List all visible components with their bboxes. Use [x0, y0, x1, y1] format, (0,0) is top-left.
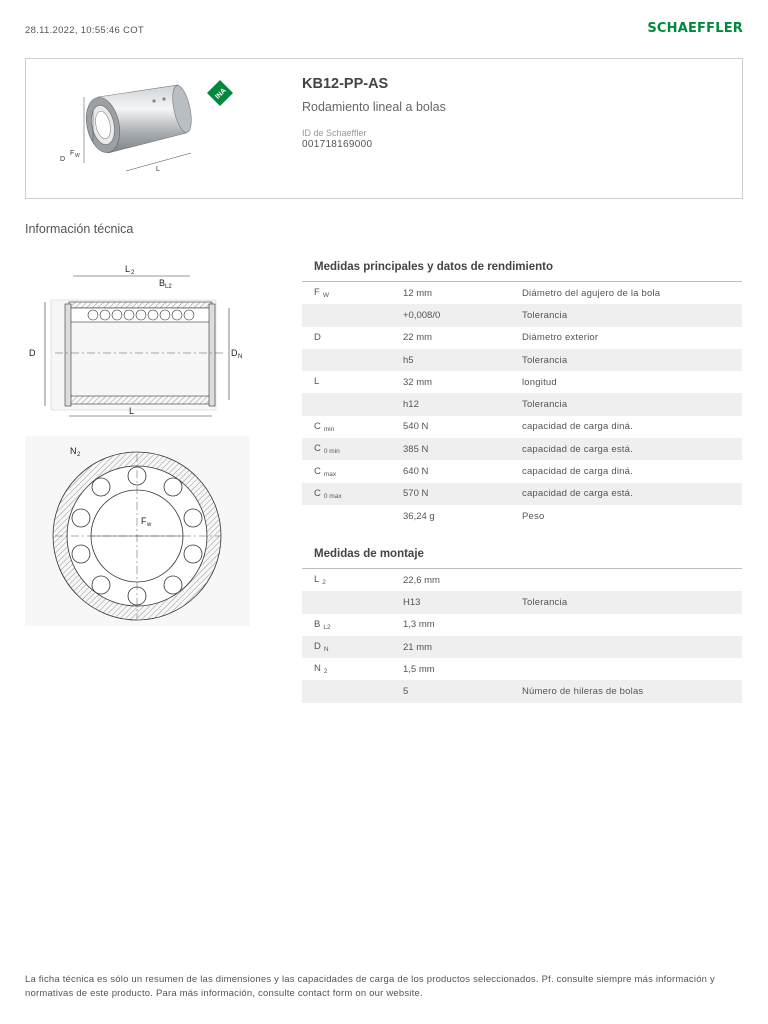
image-label-d: D: [60, 156, 66, 163]
description-cell: longitud: [522, 376, 557, 388]
symbol-cell: [302, 332, 391, 344]
symbol-cell: [302, 510, 391, 522]
product-title: KB12-PP-AS: [302, 76, 389, 92]
symbol-cell: [302, 421, 391, 433]
technical-info-heading: Información técnica: [25, 222, 134, 236]
mounting-dimensions-table: [302, 542, 742, 703]
value-cell: 22 mm: [403, 332, 433, 344]
description-cell: capacidad de carga está.: [522, 443, 633, 455]
table-row: [302, 614, 742, 636]
value-cell: 36,24 g: [403, 510, 435, 522]
table-row: [302, 460, 742, 482]
symbol: D: [314, 331, 321, 343]
label-l: L: [129, 406, 135, 416]
symbol: L: [314, 574, 320, 586]
description-cell: Diámetro del agujero de la bola: [522, 287, 661, 299]
symbol-subscript: max: [323, 470, 337, 478]
description-cell: capacidad de carga diná.: [522, 421, 633, 433]
symbol-cell: [302, 287, 391, 299]
image-label-fw-sub: W: [75, 153, 80, 159]
symbol-subscript: W: [322, 292, 329, 300]
product-header-card: [25, 58, 743, 199]
table-row: [302, 349, 742, 371]
table-row: [302, 569, 742, 591]
value-cell: 385 N: [403, 443, 429, 455]
symbol-subscript: 2: [322, 579, 326, 587]
symbol-cell: [302, 354, 391, 366]
description-cell: Tolerancia: [522, 354, 568, 366]
symbol: N: [314, 663, 321, 675]
table-row: [302, 636, 742, 658]
table-row: [302, 304, 742, 326]
symbol: C: [314, 465, 321, 477]
value-cell: 22,6 mm: [403, 574, 440, 586]
value-cell: 5: [403, 686, 409, 698]
table-row: [302, 591, 742, 613]
symbol-cell: [302, 596, 391, 608]
symbol: B: [314, 618, 321, 630]
symbol: C: [314, 420, 321, 432]
symbol-cell: [302, 641, 391, 653]
label-d: D: [29, 348, 36, 358]
description-cell: Peso: [522, 510, 545, 522]
main-dimensions-title: Medidas principales y datos de rendimiento: [302, 255, 742, 282]
symbol-cell: [302, 399, 391, 411]
value-cell: H13: [403, 596, 421, 608]
table-row: [302, 393, 742, 415]
symbol-subscript: L2: [323, 623, 331, 631]
label-n2: N: [70, 446, 77, 456]
symbol: D: [314, 641, 321, 653]
table-row: [302, 680, 742, 702]
symbol-cell: [302, 309, 391, 321]
symbol-cell: [302, 619, 391, 631]
symbol-cell: [302, 488, 391, 500]
value-cell: 1,5 mm: [403, 663, 435, 675]
image-label-l: L: [156, 166, 160, 173]
value-cell: +0,008/0: [403, 309, 441, 321]
symbol-subscript: 0 max: [323, 492, 342, 500]
symbol: F: [314, 287, 320, 299]
label-bl2-sub: L2: [165, 284, 172, 290]
schaeffler-logo: SCHAEFFLER: [647, 21, 743, 36]
description-cell: capacidad de carga diná.: [522, 466, 633, 478]
description-cell: Tolerancia: [522, 399, 568, 411]
longitudinal-section-drawing: [25, 256, 250, 426]
table-row: [302, 438, 742, 460]
ina-logo: [206, 79, 234, 107]
symbol: L: [314, 376, 320, 388]
symbol-cell: [302, 574, 391, 586]
symbol: C: [314, 443, 321, 455]
description-cell: Número de hileras de bolas: [522, 686, 644, 698]
label-fw: F: [141, 516, 147, 526]
label-l2: L: [125, 264, 131, 274]
symbol-cell: [302, 443, 391, 455]
label-fw-sub: w: [147, 522, 152, 528]
label-n2-sub: 2: [77, 452, 81, 458]
table-row: [302, 416, 742, 438]
product-subtitle: Rodamiento lineal a bolas: [302, 100, 446, 114]
symbol-cell: [302, 686, 391, 698]
description-cell: capacidad de carga está.: [522, 488, 633, 500]
description-cell: Tolerancia: [522, 596, 568, 608]
description-cell: Tolerancia: [522, 309, 568, 321]
product-image: [46, 71, 196, 189]
cross-section-drawing: [25, 436, 250, 626]
value-cell: 640 N: [403, 466, 429, 478]
symbol-cell: [302, 376, 391, 388]
table-row: [302, 327, 742, 349]
symbol-subscript: N: [323, 646, 329, 654]
schaeffler-id-value: 001718169000: [302, 139, 373, 150]
symbol-subscript: min: [323, 425, 335, 433]
ina-logo-text: INA: [214, 87, 228, 101]
value-cell: h5: [403, 354, 414, 366]
timestamp: 28.11.2022, 10:55:46 COT: [25, 25, 144, 36]
symbol-cell: [302, 663, 391, 675]
image-label-fw: F: [70, 150, 75, 157]
value-cell: 32 mm: [403, 376, 433, 388]
table-row: [302, 505, 742, 527]
label-dn: D: [231, 348, 238, 358]
main-dimensions-table: [302, 255, 742, 527]
value-cell: 21 mm: [403, 641, 433, 653]
value-cell: 540 N: [403, 421, 429, 433]
label-dn-sub: N: [238, 354, 243, 360]
label-l2-sub: 2: [131, 270, 135, 276]
value-cell: 1,3 mm: [403, 619, 435, 631]
symbol-subscript: 2: [323, 668, 328, 676]
footer-disclaimer: La ficha técnica es sólo un resumen de las dimensiones y las capacidades de carga de los productos seleccionados. Pf. consulte siempre más información y normativas de este producto. Para más información, consulte contact form on our website.: [25, 974, 715, 999]
symbol: C: [314, 487, 321, 499]
symbol-subscript: 0 min: [323, 448, 340, 456]
table-row: [302, 483, 742, 505]
value-cell: h12: [403, 399, 419, 411]
value-cell: 12 mm: [403, 287, 433, 299]
description-cell: Diámetro exterior: [522, 332, 599, 344]
main-dimensions-rows: [302, 282, 742, 527]
table-row: [302, 282, 742, 304]
mounting-dimensions-rows: [302, 569, 742, 703]
symbol-cell: [302, 466, 391, 478]
label-bl2: B: [159, 278, 166, 288]
schaeffler-id-label: ID de Schaeffler: [302, 128, 367, 138]
table-row: [302, 371, 742, 393]
mounting-dimensions-title: Medidas de montaje: [302, 542, 742, 569]
value-cell: 570 N: [403, 488, 429, 500]
table-row: [302, 658, 742, 680]
